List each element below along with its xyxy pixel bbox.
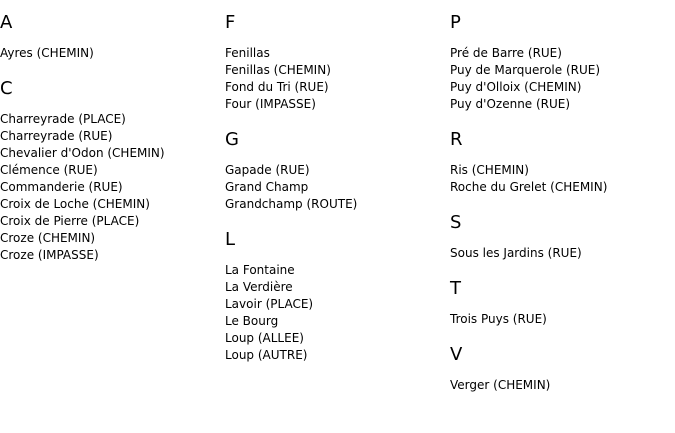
street-link[interactable]: Fenillas (CHEMIN)	[225, 63, 331, 77]
street-link[interactable]: Loup (ALLEE)	[225, 331, 304, 345]
letter-group-v	[450, 344, 670, 394]
street-link[interactable]: Puy de Marquerole (RUE)	[450, 63, 601, 77]
street-link[interactable]: Chevalier d'Odon (CHEMIN)	[0, 146, 165, 160]
letter-heading: A	[0, 12, 13, 33]
street-link[interactable]: Fenillas	[225, 46, 270, 60]
letter-group-a	[0, 12, 220, 62]
letter-group-g	[225, 129, 445, 213]
letter-group-c	[0, 78, 220, 264]
street-link[interactable]: Puy d'Ozenne (RUE)	[450, 97, 571, 111]
street-link[interactable]: Croze (CHEMIN)	[0, 231, 96, 245]
street-link[interactable]: Trois Puys (RUE)	[450, 312, 547, 326]
letter-group-t	[450, 278, 670, 328]
letter-group-l	[225, 229, 445, 364]
street-link[interactable]: Four (IMPASSE)	[225, 97, 316, 111]
street-link[interactable]: Commanderie (RUE)	[0, 180, 123, 194]
letter-heading: P	[450, 12, 461, 33]
street-index-column-1	[0, 0, 220, 264]
street-link[interactable]: Pré de Barre (RUE)	[450, 46, 562, 60]
street-link[interactable]: Lavoir (PLACE)	[225, 297, 314, 311]
street-link[interactable]: Fond du Tri (RUE)	[225, 80, 329, 94]
letter-group-s	[450, 212, 670, 262]
street-index-column-3	[450, 0, 670, 394]
street-link[interactable]: Gapade (RUE)	[225, 163, 310, 177]
street-link[interactable]: Grandchamp (ROUTE)	[225, 197, 358, 211]
street-link[interactable]: La Verdière	[225, 280, 293, 294]
street-link[interactable]: Puy d'Olloix (CHEMIN)	[450, 80, 582, 94]
letter-group-p	[450, 12, 670, 113]
street-link[interactable]: Ris (CHEMIN)	[450, 163, 529, 177]
street-link[interactable]: La Fontaine	[225, 263, 295, 277]
street-link[interactable]: Charreyrade (PLACE)	[0, 112, 126, 126]
street-link[interactable]: Croix de Pierre (PLACE)	[0, 214, 140, 228]
street-link[interactable]: Charreyrade (RUE)	[0, 129, 113, 143]
letter-group-r	[450, 129, 670, 196]
letter-heading: G	[225, 129, 239, 150]
street-link[interactable]: Loup (AUTRE)	[225, 348, 308, 362]
letter-heading: S	[450, 212, 462, 233]
letter-heading: L	[225, 229, 236, 250]
letter-group-f	[225, 12, 445, 113]
street-link[interactable]: Verger (CHEMIN)	[450, 378, 551, 392]
letter-heading: C	[0, 78, 13, 99]
letter-heading: V	[450, 344, 463, 365]
street-index-column-2	[225, 0, 445, 364]
street-link[interactable]: Grand Champ	[225, 180, 309, 194]
street-link[interactable]: Le Bourg	[225, 314, 279, 328]
street-link[interactable]: Ayres (CHEMIN)	[0, 46, 94, 60]
letter-heading: T	[450, 278, 461, 299]
street-link[interactable]: Roche du Grelet (CHEMIN)	[450, 180, 608, 194]
street-link[interactable]: Clémence (RUE)	[0, 163, 98, 177]
letter-heading: R	[450, 129, 463, 150]
street-link[interactable]: Sous les Jardins (RUE)	[450, 246, 582, 260]
street-link[interactable]: Croix de Loche (CHEMIN)	[0, 197, 150, 211]
letter-heading: F	[225, 12, 236, 33]
street-link[interactable]: Croze (IMPASSE)	[0, 248, 99, 262]
